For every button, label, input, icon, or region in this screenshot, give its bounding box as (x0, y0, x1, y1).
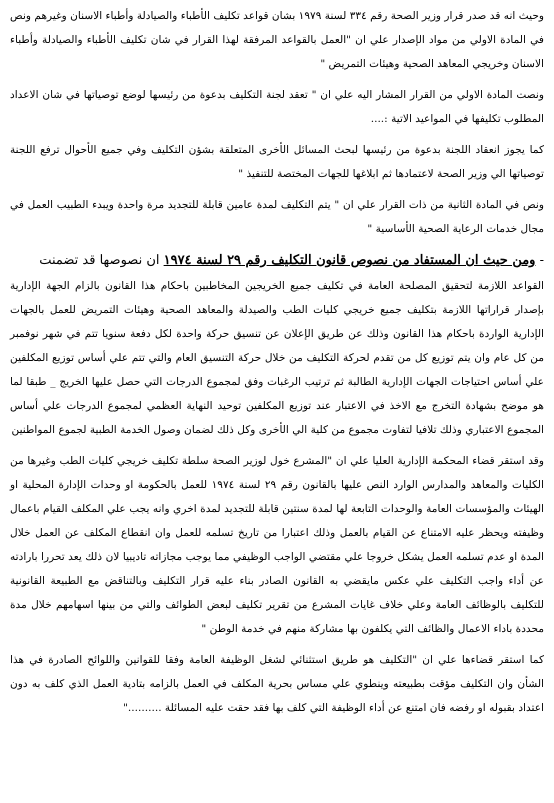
heading-prefix: - (535, 253, 544, 268)
paragraph-court-ruling: وقد استقر قضاء المحكمة الإدارية العليا علي ان "المشرع خول لوزير الصحة سلطة تكليف خريجي كليات الطب وغيرها من الكليات والمعاهد والمدارس الوارد النص عليها بالقانون رقم ٢٩ لسنة ١٩٧٤ للعمل بالحكومة او وحدات الإدارة المحلية او الهيئات والمؤسسات العامة والوحدات التابعة لها لمدة سنتين قابلة للتجديد لمدة اخري وانه يجب علي المكلف القيام باعمال وظيفته ويحظر عليه الامتناع عن القيام بالعمل وذلك اعتبارا من تاريخ تسلمه للعمل وان انقطاع المكلف عن العمل خلال المدة او عدم تسلمه العمل يشكل خروجا علي مقتضي الواجب الوظيفي مما يوجب مجازاته تاديبيا لان ذلك يعد تحررا بارادته عن أداء واجب التكليف علي عكس مايقضي به القانون الصادر بناء عليه قرار التكليف وبالتناقض مع الطبيعة القانونية للتكليف بالوظائف العامة وعلي خلاف غايات المشرع من تقرير تكليف لبعض الطوائف والتي من بينها اسهامهم خلال مدة محددة باداء الاعمال والظائف التي يكلفون بها مشاركة منهم في خدمة الوطن " (10, 455, 544, 635)
paragraph-article-one: ونصت المادة الاولي من القرار المشار اليه علي ان " تعقد لجنة التكليف بدعوة من رئيسها لوضع توصياتها في شان الاعداد المطلوب تكليفها في المواعيد الاتية :.... (10, 89, 544, 125)
paragraph-article-two: ونص في المادة الثانية من ذات القرار علي ان " يتم التكليف لمدة عامين قابلة للتجديد مرة واحدة ويبدء الطبيب العمل في مجال خدمات الرعاية الصحية الأساسية " (10, 199, 544, 235)
heading-suffix: ان نصوصها قد تضمنت (39, 253, 164, 268)
heading-highlight: ومن حيث ان المستفاد من نصوص قانون التكليف رقم ٢٩ لسنة ١٩٧٤ (163, 253, 536, 268)
paragraph-decree-334: وحيث انه قد صدر قرار وزير الصحة رقم ٣٣٤ لسنة ١٩٧٩ بشان قواعد تكليف الأطباء والصيادلة وأطباء الاسنان وغيرهم ونص في المادة الاولي من مواد الإصدار علي ان "العمل بالقواعد المرفقة لهذا القرار في شان تكليف الأطباء والصيادلة وأطباء الاسنان وخريجي المعاهد الصحية وهيئات التمريض " (10, 10, 544, 70)
paragraph-committee: كما يجوز انعقاد اللجنة بدعوة من رئيسها لبحث المسائل الأخرى المتعلقة بشؤن التكليف وفي جميع الأحوال ترفع اللجنة توصياتها الي وزير الصحة لاعتمادها ثم ابلاغها للجهات المختصة للتنفيذ " (10, 144, 544, 180)
paragraph-assignment-definition: كما استقر قضاءها علي ان "التكليف هو طريق استثنائي لشغل الوظيفة العامة وفقا للقوانين واللوائح الصادرة في هذا الشأن وان التكليف مؤقت بطبيعته وينطوي علي مساس بحرية المكلف في العمل بالزامه بتادية العمل الذي كلف به دون اعتداد بقبوله او رفضه فان امتنع عن أداء الوظيفة التي كلف بها فقد حقت عليه المسائلة .........." (10, 654, 544, 714)
paragraph-rules: القواعد اللازمة لتحقيق المصلحة العامة في تكليف جميع الخريجين المخاطبين باحكام هذا القانون بالزام الجهة الإدارية بإصدار قراراتها اللازمة بتكليف جميع خريجي كليات الطب والصيدلة والمعاهد الصحية وهيئات التمريض للعمل بالجهات الإدارية الواردة باحكام هذا القانون وذلك عن طريق الإعلان عن تنسيق حركة واحدة لكل دفعة سنويا تتم في شهر نوفمبر من كل عام وان يتم توزيع كل من تقدم لحركة التكليف من خلال حركة التنسيق العام والتي تتم علي أساس توزيع المكلفين علي أساس احتياجات الجهات الإدارية الطالبة ثم ترتيب الرغبات وفق لمجموع الدرجات التي حصل عليها الخريج _ طبقا لما هو موضح بشهادة التخرج مع الاخذ في الاعتبار عند توزيع المكلفين توحيد النهاية العظمي لمجموع الدرجات علي أساس المجموع الاعتباري وذلك تلافيا لتفاوت مجموع من كلية الي الأخرى وكل ذلك لضمان وصول الخدمة الطبية لجموع المواطنين (10, 280, 544, 436)
section-heading (10, 248, 544, 274)
